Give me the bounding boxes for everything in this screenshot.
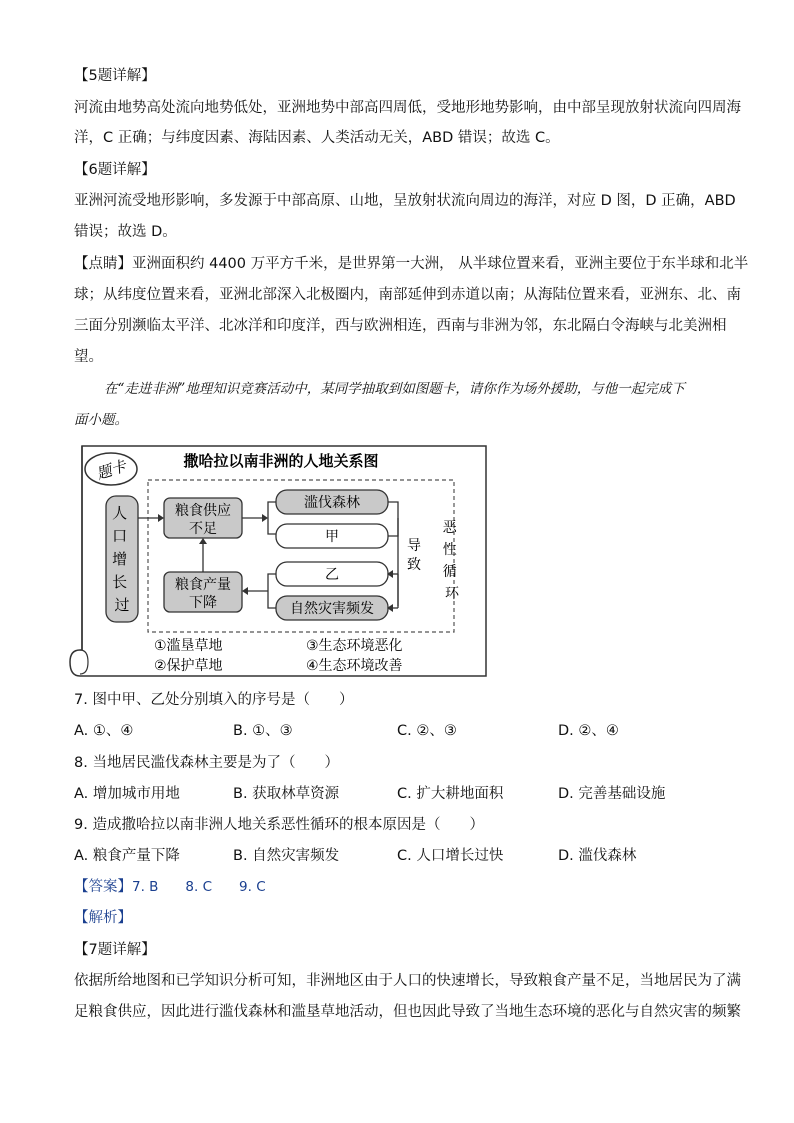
q6-line-1: 亚洲河流受地形影响，多发源于中部高原、山地，呈放射状流向周边的海洋，对应 D 图，D 正确，ABD [74, 193, 736, 209]
svg-text:人 口 增 长 过 [112, 504, 132, 614]
population-char-3: 增 [112, 550, 128, 568]
q8-option-c: C. 扩大耕地面积 [397, 786, 504, 802]
q5-line-1: 河流由地势高处流向地势低处，亚洲地势中部高四周低，受地形地势影响，由中部呈现放射状流向四周海 [74, 100, 741, 116]
q9-option-a: A. 粮食产量下降 [74, 848, 180, 864]
population-char-5: 过 [114, 596, 130, 614]
lead-char-2: 致 [407, 557, 421, 573]
q7-detail-line-1: 依据所给地图和已学知识分析可知，非洲地区由于人口的快速增长，导致粮食产量不足，当地居民为了满 [74, 973, 741, 989]
cycle-char-3: 循 [442, 564, 457, 580]
legend-4: ④生态环境改善 [306, 658, 403, 674]
yi-text: 乙 [325, 567, 339, 583]
intro-line-2: 面小题。 [74, 412, 128, 428]
q6-line-2: 错误；故选 D。 [74, 224, 177, 240]
q7-detail-line-2: 足粮食供应，因此进行滥伐森林和滥垦草地活动，但也因此导致了当地生态环境的恶化与自然灾害的频繁 [74, 1004, 741, 1020]
analysis-label: 【解析】 [74, 910, 132, 926]
lead-char-1: 导 [407, 538, 421, 554]
answer-label: 【答案】 [74, 879, 132, 895]
q7-stem: 7. 图中甲、乙处分别填入的序号是（ ） [74, 692, 354, 708]
badge-text: 题卡 [94, 456, 129, 484]
tip-line-1: 【点睛】亚洲面积约 4400 万平方千米，是世界第一大洲， 从半球位置来看，亚洲主要位于东半球和北半 [74, 256, 749, 272]
answer-values: 7. B 8. C 9. C [132, 879, 266, 895]
cycle-char-1: 恶 [442, 520, 457, 536]
relationship-diagram [66, 438, 494, 680]
tip-line-3: 三面分别濒临太平洋、北冰洋和印度洋，西与欧洲相连，西南与非洲为邻，东北隔白令海峡与北美洲相 [74, 318, 727, 334]
intro-line-1: 在“走进非洲”地理知识竞赛活动中，某同学抽取到如图题卡，请你作为场外援助，与他一起完成下 [104, 381, 685, 397]
tip-header: 【点睛】 [74, 256, 132, 272]
diagram-title: 撒哈拉以南非洲的人地关系图 [183, 452, 379, 470]
cycle-char-4: 环 [445, 586, 459, 602]
food-supply-line1: 粮食供应 [175, 503, 231, 519]
tip-line-4: 望。 [74, 349, 103, 365]
legend-1: ①滥垦草地 [154, 638, 223, 654]
tip-line-2: 球；从纬度位置来看，亚洲北部深入北极圈内，南部延伸到赤道以南；从海陆位置来看，亚洲东、北、南 [74, 287, 741, 303]
q9-option-b: B. 自然灾害频发 [233, 848, 340, 864]
population-char-2: 口 [112, 527, 128, 545]
population-char-4: 长 [112, 573, 128, 591]
q9-option-c: C. 人口增长过快 [397, 848, 504, 864]
deforest-text: 滥伐森林 [304, 495, 360, 511]
q8-option-b: B. 获取林草资源 [233, 786, 340, 802]
legend-2: ②保护草地 [154, 658, 223, 674]
q7-detail-header: 【7题详解】 [74, 942, 156, 958]
cycle-char-2: 性 [442, 542, 457, 558]
q8-stem: 8. 当地居民滥伐森林主要是为了（ ） [74, 755, 339, 771]
q5-header: 【5题详解】 [74, 68, 156, 84]
q7-option-b: B. ①、③ [233, 723, 293, 739]
food-decline-line1: 粮食产量 [175, 577, 231, 593]
q7-option-a: A. ①、④ [74, 723, 134, 739]
q9-option-d: D. 滥伐森林 [558, 848, 637, 864]
legend-3: ③生态环境恶化 [306, 638, 403, 654]
q7-option-d: D. ②、④ [558, 723, 619, 739]
population-char-1: 人 [112, 504, 128, 522]
jia-text: 甲 [325, 529, 339, 545]
food-decline-line2: 下降 [189, 595, 217, 611]
q9-stem: 9. 造成撒哈拉以南非洲人地关系恶性循环的根本原因是（ ） [74, 817, 484, 833]
q8-option-d: D. 完善基础设施 [558, 786, 666, 802]
q5-line-2: 洋，C 正确；与纬度因素、海陆因素、人类活动无关，ABD 错误；故选 C。 [74, 130, 560, 146]
disaster-text: 自然灾害频发 [290, 601, 374, 617]
q8-option-a: A. 增加城市用地 [74, 786, 180, 802]
food-supply-line2: 不足 [189, 521, 217, 537]
answer-line [74, 877, 266, 897]
q6-header: 【6题详解】 [74, 162, 156, 178]
q7-option-c: C. ②、③ [397, 723, 457, 739]
